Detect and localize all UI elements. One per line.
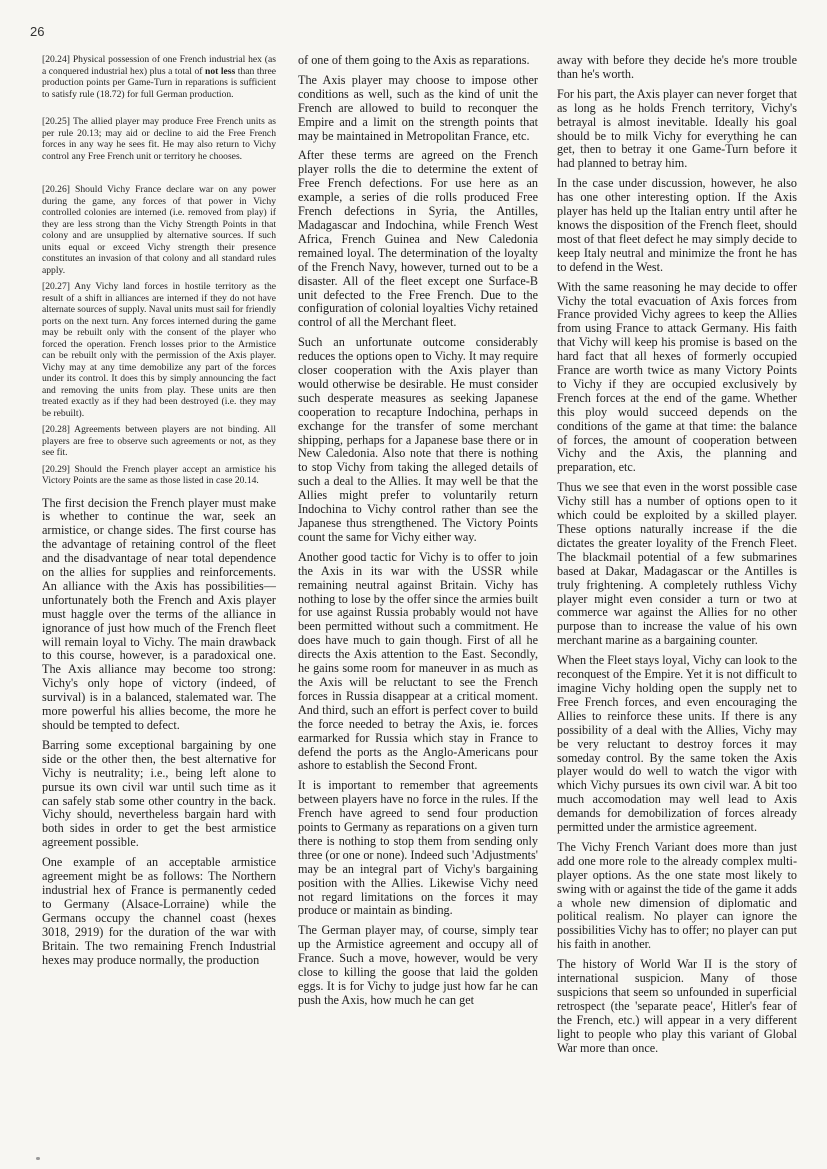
rule-number: [20.25] [42,116,70,127]
rule-text: Should the French player accept an armistice his Victory Points are the same as those listed in case 20.14. [42,463,276,486]
rule-20-24 [42,54,276,100]
column-1 [42,54,276,973]
body-paragraph: With the same reasoning he may decide to offer Vichy the total evacuation of Axis forces from France provided Vichy agrees to keep the Allies from using France to attack Germany. His faith that Vichy will keep his promise is based on the hard fact that all hexes of formerly occupied France are worth twice as many Victory Points to Vichy if they are occupied exclusively by French forces at the end of the game. Whether this ploy would succeed depends on the conditions of the game at that time: the balance of forces, the amount of cooperation between Vichy and the Axis, the planning and preparation, etc. [557,279,797,475]
body-paragraph: Barring some exceptional bargaining by one side or the other then, the best alternative for Vichy is neutrality; i.e., being left alone to pursue its own civil war until such time as it can safely stab some other country in the back. Vichy should, nevertheless bargain hard with both sides in order to get the best armistice agreement possible. [42,737,276,850]
print-speck [36,1157,40,1160]
rule-emphasis: not less [205,65,236,77]
body-paragraph: In the case under discussion, however, he also has one other interesting option. If the Axis player has held up the Italian entry until after he knows the disposition of the French fleet, should most of that fleet defect he may simply decide to keep Italy neutral and minimize the front he has to defend in the West. [557,176,797,274]
rule-text: Should Vichy France declare war on any power during the game, any forces of that power in Vichy controlled colonies are interned (i.e. removed from play) if they are less strong than the Vichy Strength Points in that colony and are unsupplied by alternative sources. If such units equal or exceed Vichy strength their presence constitutes an invasion of that colony and all standard rules apply. [42,184,276,276]
rule-20-27 [42,281,276,419]
body-paragraph: One example of an acceptable armistice agreement might be as follows: The Northern industrial hex of France is permanently ceded to Germany (Alsace-Lorraine) while the Germans occupy the channel coast (hexes 3018, 2919) for the duration of the war with Britain. The two remaining French Industrial hexes may produce normally, the production [42,855,276,967]
rule-20-29 [42,464,276,487]
body-paragraph: Another good tactic for Vichy is to offer to join the Axis in its war with the USSR while remaining neutral against Britain. Vichy has nothing to lose by the offer since the armies built for use against Russia probably would not have been permitted without such a commitment. He does have much to gain though. First of all he directs the Axis attention to the East. Secondly, he gains some room for maneuver in as much as the Axis will be reluctant to see the French forces in Russia disappear at a critical moment. And third, such an effort is perfect cover to build the force needed to betray the Axis, ie. forces earmarked for Russia which stay in France to defend the ports as the Anglo-Americans pour ashore to establish the Second Front. [298,549,538,773]
body-paragraph: Thus we see that even in the worst possible case Vichy still has a number of options open to it which could be exploited by a skilled player. These options naturally increase if the die dictates the greater loyality of the French Fleet. The blackmail potential of a few submarines based at Dakar, Madagascar or the Antilles is truly frightening. A completely ruthless Vichy player might even consider a turn or two at commerce war against the Allies for no other purpose than to increase the value of his own merchant marine as a bargaining counter. [557,480,797,648]
body-paragraph: For his part, the Axis player can never forget that as long as he holds French territory, Vichy's betrayal is almost inevitable. Ideally his goal should be to milk Vichy for everything he can get, then to betray it one Game-Turn before it had planned to betray him. [557,86,797,171]
column-2 [298,54,538,1014]
rule-text: Any Vichy land forces in hostile territory as the result of a shift in alliances are interned if they do not have alternate sources of supply. Naval units must sail for friendly ports on the next turn. Any forces interned during the game may be rebuilt only with the consent of the player who forced the operation. French losses prior to the Armistice can be rebuilt only with the permission of the Axis player. Vichy may at any time demobilize any part of the forces under its control. It does this by simply announcing the fact and removing the units from play. These units are then treated exactly as if they had been destroyed (i.e. they may be rebuilt). [42,281,276,419]
rule-20-26 [42,184,276,276]
rule-number: [20.27] [42,281,70,292]
rule-number: [20.28] [42,424,70,435]
rule-text: Physical possession of one French industrial hex (as a conquered industrial hex) plus a total of [42,54,276,77]
body-paragraph: After these terms are agreed on the French player rolls the die to determine the extent of Free French defections. For use here as an example, a series of die rolls produced Free French defections in Syria, the Antilles, Madagascar and Indochina, while French West Africa, French Guinea and New Caledonia remained loyal. The determination of the loyalty of the French Navy, however, turned out to be a disaster. All of the fleet except one Surface-B unit defected to the Free French. Due to the configuration of colonial loyalties Vichy retained control of all the Merchant fleet. [298,148,538,330]
body-paragraph: It is important to remember that agreements between players have no force in the rules. If the French have agreed to send four production points to Germany as reparations on a given turn there is nothing to stop them from sending only three (or one or none). Indeed such 'Adjustments' may be an integral part of Vichy's bargaining position with the Allies. Likewise Vichy need not regard limitations on the forces it may produce or maintain as binding. [298,778,538,918]
body-paragraph: away with before they decide he's more trouble than he's worth. [557,53,797,81]
body-paragraph: The Axis player may choose to impose other conditions as well, such as the kind of unit the French are allowed to build to reconquer the Empire and a limit on the strength points that may be maintained in Metropolitan France, etc. [298,72,538,143]
rule-text: than three production points per Game-Turn in reparations is sufficient to satisfy rule (18.72) for full German production. [42,65,276,100]
body-paragraph: The history of World War II is the story of international suspicion. Many of those suspicions that seem so unfounded in superficial retrospect (the 'separate peace', Hitler's fear of the French, etc.) will appear in a very different light to people who play this variant of Global War more than once. [557,957,797,1055]
body-paragraph: Such an unfortunate outcome considerably reduces the options open to Vichy. It may require closer cooperation with the Axis player than would otherwise be desirable. He must consider such desperate measures as seeking Japanese cooperation to recapture Indochina, perhaps in exchange for the transfer of some merchant shipping, perhaps for a Japanese base there or in New Caledonia. Also note that there is nothing to stop Vichy from taking the alleged details of such a deal to the Allies. It may well be that the Allies might prefer to voluntarily return Indochina to Vichy control rather than see the Japanese thus strengthened. The Victory Points count the same for Vichy either way. [298,335,538,544]
rule-text: Agreements between players are not binding. All players are free to observe such agreements or not, as they see fit. [42,424,276,458]
rule-number: [20.26] [42,184,70,195]
body-paragraph: When the Fleet stays loyal, Vichy can look to the reconquest of the Empire. Yet it is not difficult to imagine Vichy holding open the supply net to Free French forces, and even encouraging the Allies to reinforce these units. If there is any possibility of a deal with the Allies, Vichy may be very reluctant to destroy forces it may someday control. By the same token the Axis player would do well to watch the vigor with which Vichy pursues its own civil war. A bit too much accomodation may well lead to Axis demands for demobilization of forces already permitted under the armistice agreement. [557,653,797,835]
body-paragraph: The first decision the French player must make is whether to continue the war, seek an armistice, or change sides. The first course has the advantage of retaining control of the fleet and the disadvantage of near total dependence on the allies for supplies and reinforcements. An alliance with the Axis has possibilities—unfortunately both the French and Axis player must haggle over the terms of the alliance in ignorance of just how much of the French fleet will remain loyal to Vichy. The main drawback to this course, however, is a paradoxical one. The Axis alliance may become too strong: Vichy's only hope of victory (indeed, of survival) is in a balanced, stalemated war. The more powerful his allies become, the more he should be tempted to defect. [42,495,276,732]
body-paragraph: of one of them going to the Axis as reparations. [298,53,530,67]
column-3 [557,54,797,1062]
rule-text: The allied player may produce Free French units as per rule 20.13; may aid or decline to aid the Free French forces in any way he sees fit. He may also return to Vichy control any Free French unit or territory he chooses. [42,116,276,162]
page-number: 26 [30,24,45,39]
rule-20-25 [42,116,276,162]
rule-number: [20.24] [42,54,70,65]
rule-number: [20.29] [42,463,70,475]
body-paragraph: The Vichy French Variant does more than just add one more role to the already complex multi-player options. As the one state most likely to swing with or against the tide of the game it adds a whole new dimension of diplomatic and political realism. No player can ignore the possibilities Vichy has to offer; no player can put his faith in another. [557,839,797,952]
rule-20-28 [42,424,276,459]
body-paragraph: The German player may, of course, simply tear up the Armistice agreement and occupy all of France. Such a move, however, would be very close to killing the goose that laid the golden eggs. It is for Vichy to judge just how far he can push the Axis, how much he can get [298,923,538,1007]
